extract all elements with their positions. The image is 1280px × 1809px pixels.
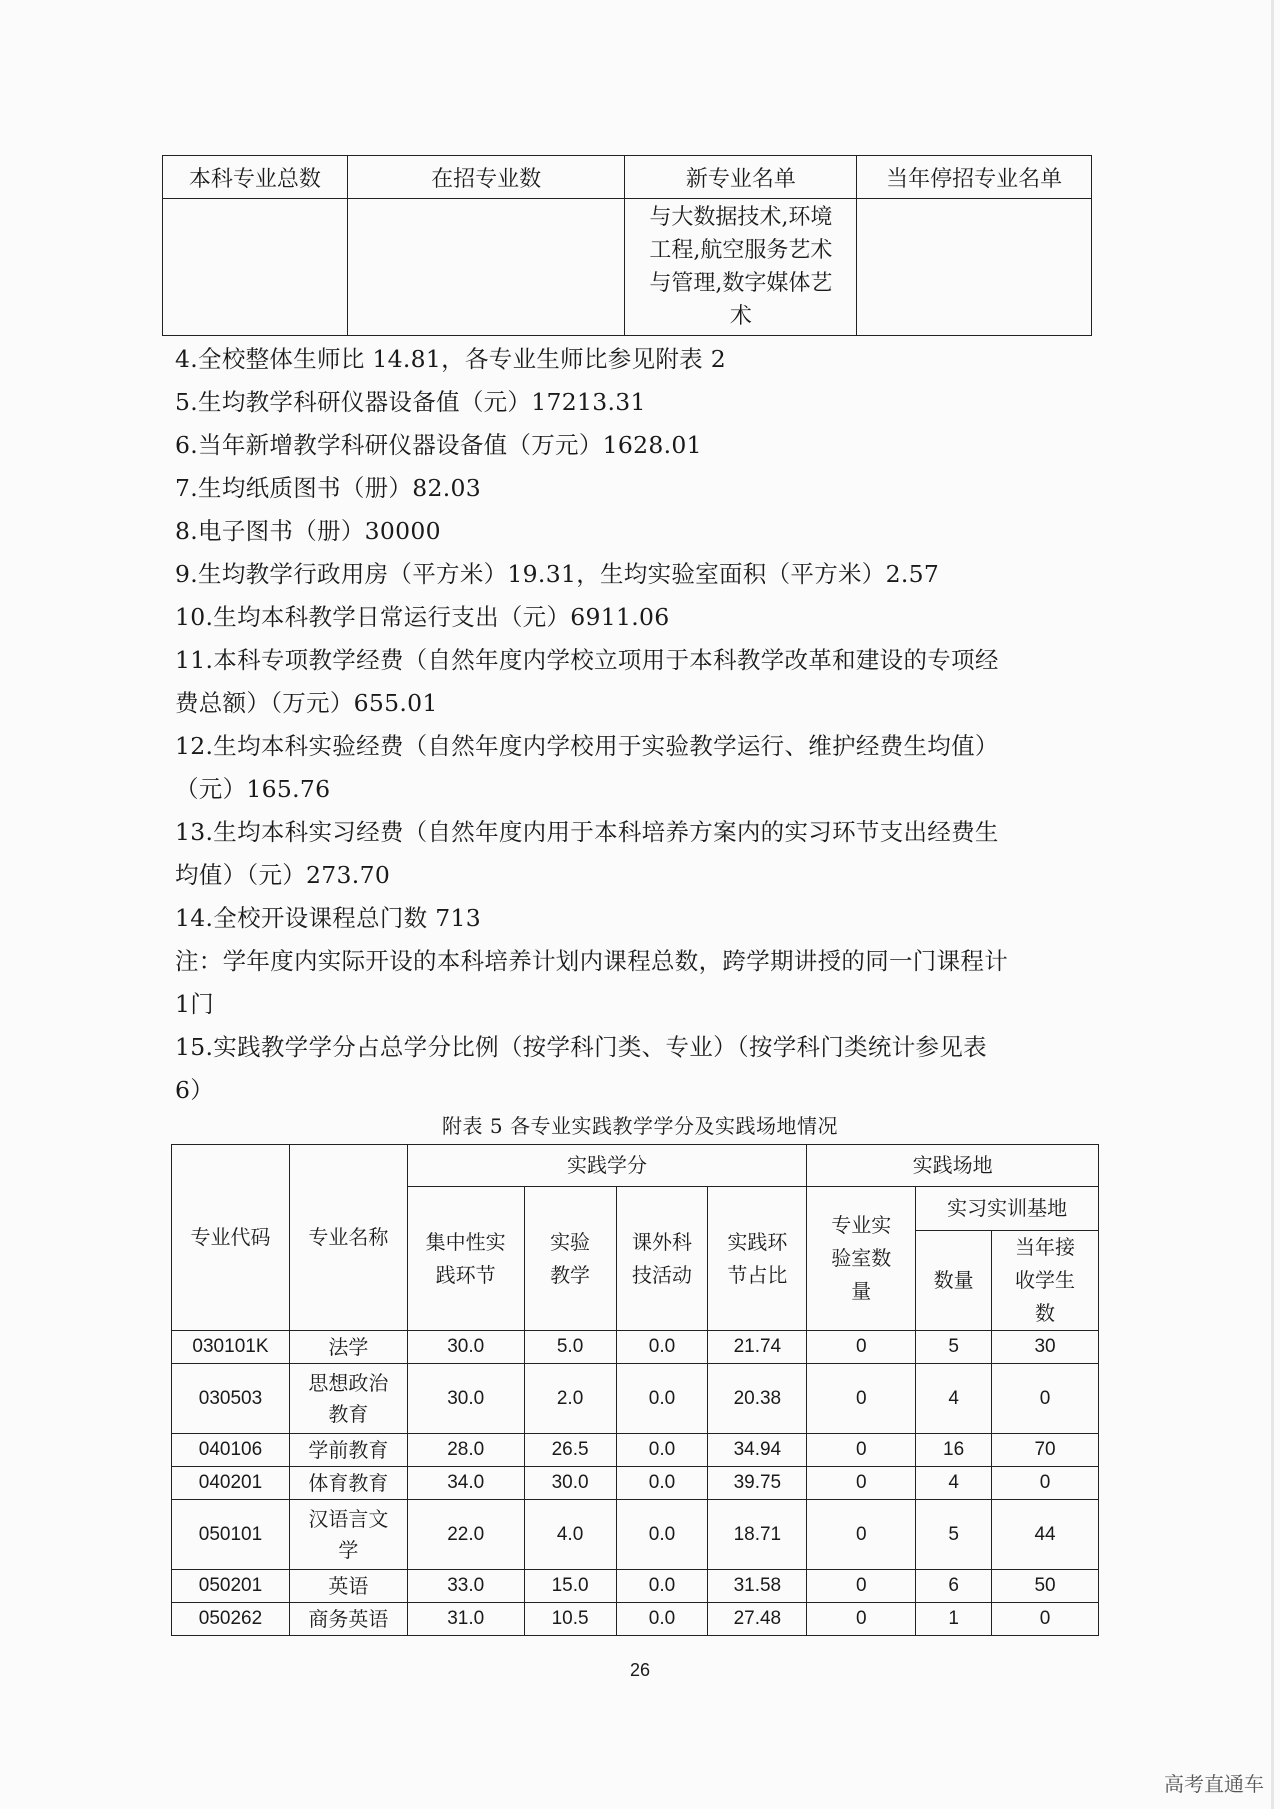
cell-concentrated: 31.0 xyxy=(407,1603,524,1636)
header-concentrated-practice: 集中性实 践环节 xyxy=(407,1187,524,1331)
cell-labs: 0 xyxy=(807,1500,916,1570)
cell-bases: 4 xyxy=(916,1364,992,1434)
text-line: 5.生均教学科研仪器设备值（元）17213.31 xyxy=(175,388,646,416)
cell-experiment: 30.0 xyxy=(524,1467,616,1500)
cell-bases: 1 xyxy=(916,1603,992,1636)
statistics-text xyxy=(175,338,1095,1112)
cell-stopped-majors xyxy=(857,199,1092,336)
text-line: 6） xyxy=(175,1076,215,1104)
header-extracurricular: 课外科 技活动 xyxy=(616,1187,708,1331)
new-major-line: 工程,航空服务艺术 xyxy=(649,238,833,263)
header-enrolling-majors: 在招专业数 xyxy=(347,156,625,199)
text-line: （元）165.76 xyxy=(175,775,331,803)
cell-name: 商务英语 xyxy=(289,1603,407,1636)
cell-experiment: 5.0 xyxy=(524,1331,616,1364)
major-summary-row xyxy=(163,199,1092,336)
cell-ratio: 27.48 xyxy=(708,1603,807,1636)
header-total-majors: 本科专业总数 xyxy=(163,156,348,199)
cell-extracurricular: 0.0 xyxy=(616,1364,708,1434)
cell-enrolling-majors xyxy=(347,199,625,336)
cell-students: 30 xyxy=(992,1331,1099,1364)
table-row xyxy=(172,1570,1099,1603)
cell-total-majors xyxy=(163,199,348,336)
header-new-majors: 新专业名单 xyxy=(625,156,857,199)
header-training-bases: 实习实训基地 xyxy=(916,1187,1099,1231)
table-caption: 附表 5 各专业实践教学学分及实践场地情况 xyxy=(442,1114,838,1138)
cell-concentrated: 22.0 xyxy=(407,1500,524,1570)
text-line: 15.实践教学学分占总学分比例（按学科门类、专业）（按学科门类统计参见表 xyxy=(175,1033,987,1061)
cell-name: 英语 xyxy=(289,1570,407,1603)
cell-students: 70 xyxy=(992,1434,1099,1467)
cell-name: 学前教育 xyxy=(289,1434,407,1467)
cell-extracurricular: 0.0 xyxy=(616,1603,708,1636)
cell-students: 44 xyxy=(992,1500,1099,1570)
cell-students: 0 xyxy=(992,1467,1099,1500)
cell-students: 0 xyxy=(992,1364,1099,1434)
text-line: 均值）（元）273.70 xyxy=(175,861,391,889)
text-line: 注：学年度内实际开设的本科培养计划内课程总数，跨学期讲授的同一门课程计 xyxy=(175,947,1008,975)
header-stopped-majors: 当年停招专业名单 xyxy=(857,156,1092,199)
cell-code: 050262 xyxy=(172,1603,290,1636)
cell-new-majors xyxy=(625,199,857,336)
cell-bases: 5 xyxy=(916,1331,992,1364)
cell-labs: 0 xyxy=(807,1570,916,1603)
cell-extracurricular: 0.0 xyxy=(616,1467,708,1500)
header-experiment-teaching: 实验 教学 xyxy=(524,1187,616,1331)
cell-extracurricular: 0.0 xyxy=(616,1500,708,1570)
cell-extracurricular: 0.0 xyxy=(616,1434,708,1467)
cell-concentrated: 34.0 xyxy=(407,1467,524,1500)
cell-code: 050101 xyxy=(172,1500,290,1570)
new-major-line: 术 xyxy=(729,304,752,329)
cell-students: 0 xyxy=(992,1603,1099,1636)
cell-code: 030101K xyxy=(172,1331,290,1364)
cell-ratio: 39.75 xyxy=(708,1467,807,1500)
text-line: 14.全校开设课程总门数 713 xyxy=(175,904,481,932)
text-line: 9.生均教学行政用房（平方米）19.31，生均实验室面积（平方米）2.57 xyxy=(175,560,940,588)
cell-experiment: 10.5 xyxy=(524,1603,616,1636)
practice-header-row-1 xyxy=(172,1145,1099,1187)
header-major-code: 专业代码 xyxy=(172,1145,290,1331)
major-summary-header-row xyxy=(163,156,1092,199)
practice-credits-table xyxy=(171,1144,1099,1636)
watermark-text: 高考直通车 xyxy=(1164,1772,1264,1796)
cell-concentrated: 30.0 xyxy=(407,1331,524,1364)
cell-students: 50 xyxy=(992,1570,1099,1603)
table-row xyxy=(172,1364,1099,1434)
text-line: 1门 xyxy=(175,990,215,1018)
text-line: 12.生均本科实验经费（自然年度内学校用于实验教学运行、维护经费生均值） xyxy=(175,732,999,760)
header-practice-credits: 实践学分 xyxy=(407,1145,807,1187)
text-line: 6.当年新增教学科研仪器设备值（万元）1628.01 xyxy=(175,431,702,459)
cell-labs: 0 xyxy=(807,1467,916,1500)
cell-ratio: 21.74 xyxy=(708,1331,807,1364)
major-summary-table xyxy=(162,155,1092,336)
cell-labs: 0 xyxy=(807,1434,916,1467)
cell-bases: 16 xyxy=(916,1434,992,1467)
text-line: 4.全校整体生师比 14.81，各专业生师比参见附表 2 xyxy=(175,345,726,373)
header-base-count: 数量 xyxy=(916,1231,992,1331)
cell-concentrated: 30.0 xyxy=(407,1364,524,1434)
page-edge xyxy=(1271,0,1274,1809)
text-line: 11.本科专项教学经费（自然年度内学校立项用于本科教学改革和建设的专项经 xyxy=(175,646,999,674)
page-number: 26 xyxy=(629,1660,651,1680)
cell-name: 汉语言文 学 xyxy=(289,1500,407,1570)
cell-labs: 0 xyxy=(807,1331,916,1364)
cell-code: 050201 xyxy=(172,1570,290,1603)
text-line: 10.生均本科教学日常运行支出（元）6911.06 xyxy=(175,603,670,631)
header-major-name: 专业名称 xyxy=(289,1145,407,1331)
cell-name: 体育教育 xyxy=(289,1467,407,1500)
cell-name: 思想政治 教育 xyxy=(289,1364,407,1434)
text-line: 7.生均纸质图书（册）82.03 xyxy=(175,474,481,502)
table-row xyxy=(172,1434,1099,1467)
text-line: 13.生均本科实习经费（自然年度内用于本科培养方案内的实习环节支出经费生 xyxy=(175,818,999,846)
cell-bases: 4 xyxy=(916,1467,992,1500)
cell-ratio: 31.58 xyxy=(708,1570,807,1603)
text-line: 费总额）（万元）655.01 xyxy=(175,689,438,717)
cell-concentrated: 33.0 xyxy=(407,1570,524,1603)
cell-labs: 0 xyxy=(807,1364,916,1434)
cell-labs: 0 xyxy=(807,1603,916,1636)
cell-experiment: 2.0 xyxy=(524,1364,616,1434)
table-row xyxy=(172,1603,1099,1636)
cell-ratio: 20.38 xyxy=(708,1364,807,1434)
cell-experiment: 15.0 xyxy=(524,1570,616,1603)
cell-extracurricular: 0.0 xyxy=(616,1331,708,1364)
cell-concentrated: 28.0 xyxy=(407,1434,524,1467)
cell-extracurricular: 0.0 xyxy=(616,1570,708,1603)
header-practice-ratio: 实践环 节占比 xyxy=(708,1187,807,1331)
new-major-line: 与大数据技术,环境 xyxy=(649,205,833,230)
table-row xyxy=(172,1500,1099,1570)
table-row xyxy=(172,1467,1099,1500)
cell-code: 040201 xyxy=(172,1467,290,1500)
header-lab-count: 专业实 验室数 量 xyxy=(807,1187,916,1331)
cell-code: 030503 xyxy=(172,1364,290,1434)
cell-experiment: 26.5 xyxy=(524,1434,616,1467)
cell-ratio: 18.71 xyxy=(708,1500,807,1570)
cell-name: 法学 xyxy=(289,1331,407,1364)
cell-code: 040106 xyxy=(172,1434,290,1467)
table-row xyxy=(172,1331,1099,1364)
header-students-received: 当年接 收学生 数 xyxy=(992,1231,1099,1331)
cell-bases: 6 xyxy=(916,1570,992,1603)
text-line: 8.电子图书（册）30000 xyxy=(175,517,441,545)
cell-ratio: 34.94 xyxy=(708,1434,807,1467)
cell-experiment: 4.0 xyxy=(524,1500,616,1570)
header-practice-sites: 实践场地 xyxy=(807,1145,1099,1187)
cell-bases: 5 xyxy=(916,1500,992,1570)
new-major-line: 与管理,数字媒体艺 xyxy=(649,271,833,296)
